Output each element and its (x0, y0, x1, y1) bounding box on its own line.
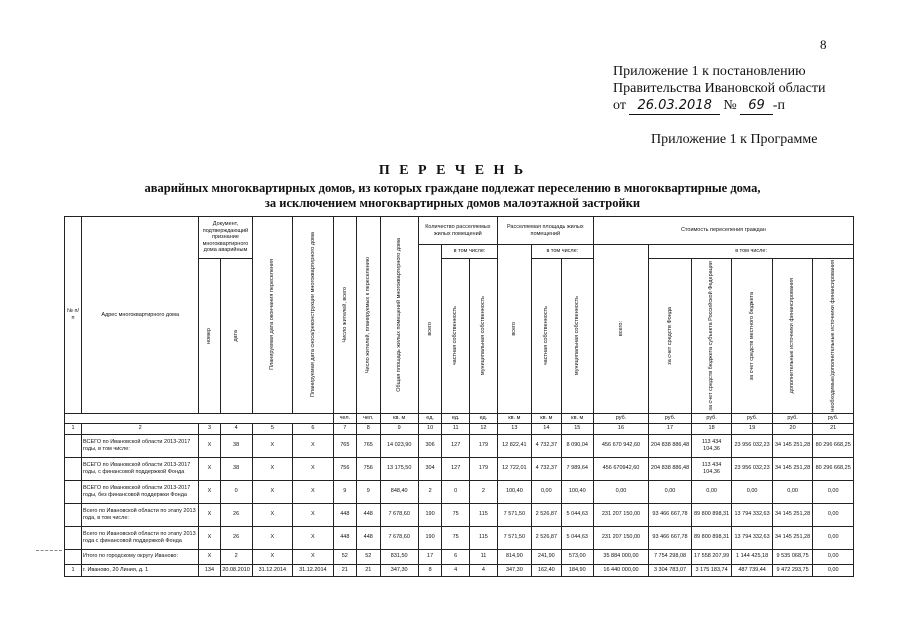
table-cell: 38 (220, 457, 252, 480)
table-cell: 162,40 (531, 564, 561, 576)
program-note: Приложение 1 к Программе (651, 132, 818, 147)
appendix-line1: Приложение 1 к постановлению (613, 64, 806, 79)
table-cell: 190 (418, 503, 441, 526)
table-cell: 52 (333, 549, 356, 564)
table-cell: 2 526,87 (531, 526, 561, 549)
table-cell: 0,00 (593, 480, 648, 503)
table-cell: 93 466 667,78 (649, 526, 692, 549)
appendix-suffix: -п (772, 98, 785, 113)
table-cell: X (293, 526, 334, 549)
appendix-ot: от (613, 98, 626, 113)
column-number: 8 (357, 423, 380, 434)
table-cell: 765 (333, 434, 356, 457)
header-area-private-text: частная собственность (543, 306, 550, 366)
table-cell (65, 503, 82, 526)
table-cell: 7 754 298,08 (649, 549, 692, 564)
table-cell: 3 175 183,74 (691, 564, 732, 576)
header-residents-planned (357, 217, 380, 414)
table-cell: 7 571,50 (497, 526, 531, 549)
table-row (65, 457, 854, 480)
column-number: 10 (418, 423, 441, 434)
table-cell: 304 (418, 457, 441, 480)
table-cell: 115 (470, 526, 498, 549)
table-cell: X (293, 503, 334, 526)
column-number: 7 (333, 423, 356, 434)
header-residents-planned-text: Число жителей, планируемых к переселению (365, 256, 372, 373)
header-cost-needed (813, 259, 854, 414)
table-cell (65, 480, 82, 503)
table-cell: 80 296 668,25 (813, 434, 854, 457)
table-cell: 115 (470, 503, 498, 526)
table-cell: 8 090,04 (561, 434, 593, 457)
appendix-date: 26.03.2018 (629, 97, 719, 115)
table-cell: 848,40 (380, 480, 418, 503)
table-cell: 93 466 667,78 (649, 503, 692, 526)
table-cell: 2 (220, 549, 252, 564)
unit-cell: руб. (649, 413, 692, 423)
table-cell: 13 175,50 (380, 457, 418, 480)
header-cost-needed-text: необходимые/дополнительные источники финансирования (829, 260, 836, 412)
header-count-incl: в том числе: (442, 245, 497, 259)
unit-cell: кв. м (497, 413, 531, 423)
table-cell: 756 (357, 457, 380, 480)
table-body (65, 423, 854, 576)
table-cell: 756 (333, 457, 356, 480)
table-cell: 1 (65, 564, 82, 576)
table-cell: 179 (470, 457, 498, 480)
header-area-rooms: Расселяемая площадь жилых помещений (497, 217, 593, 245)
header-cost-extra-text: дополнительные источники финансирования (789, 278, 796, 394)
table-cell: 2 (470, 480, 498, 503)
header-count-total-text: всего (426, 322, 433, 336)
table-cell: 2 (418, 480, 441, 503)
table-row (65, 526, 854, 549)
table-cell: 0,00 (649, 480, 692, 503)
appendix-date-line (613, 97, 825, 115)
table-cell (65, 549, 82, 564)
table-cell: 35 884 000,00 (593, 549, 648, 564)
table-cell: 38 (220, 434, 252, 457)
table-cell: 448 (333, 503, 356, 526)
table-row (65, 503, 854, 526)
unit-cell: руб. (813, 413, 854, 423)
table-cell: 11 (470, 549, 498, 564)
unit-cell: руб. (593, 413, 648, 423)
header-doc-date-text: дата (232, 330, 239, 342)
table-cell (65, 434, 82, 457)
column-number: 3 (199, 423, 220, 434)
unit-cell: кв. м (380, 413, 418, 423)
table-cell: 0,00 (732, 480, 773, 503)
table-cell: 0,00 (813, 564, 854, 576)
header-count-rooms: Количество расселяемых жилых помещений (418, 217, 497, 245)
table-cell: 75 (442, 526, 470, 549)
table-cell: 23 956 032,23 (732, 434, 773, 457)
table-cell: 26 (220, 526, 252, 549)
table-cell: 487 739,44 (732, 564, 773, 576)
header-count-private-text: частная собственность (452, 306, 459, 366)
column-number: 13 (497, 423, 531, 434)
table-cell: 347,30 (497, 564, 531, 576)
table-cell: 14 023,90 (380, 434, 418, 457)
table-cell: 448 (333, 526, 356, 549)
table-cell: 179 (470, 434, 498, 457)
table-cell: 814,90 (497, 549, 531, 564)
column-number: 1 (65, 423, 82, 434)
header-cost-fund (649, 259, 692, 414)
table-cell: 75 (442, 503, 470, 526)
table-cell: X (199, 457, 220, 480)
table-cell: 7 678,60 (380, 503, 418, 526)
table-row (65, 549, 854, 564)
column-number: 16 (593, 423, 648, 434)
table-cell: 100,40 (561, 480, 593, 503)
table-cell: 21 (357, 564, 380, 576)
table-cell: 31.12.2014 (252, 564, 293, 576)
table-cell: 12 822,41 (497, 434, 531, 457)
header-area-municipal (561, 259, 593, 414)
table-cell: 190 (418, 526, 441, 549)
unit-cell: ед. (470, 413, 498, 423)
table-cell: 89 800 898,31 (691, 503, 732, 526)
unit-cell: руб. (732, 413, 773, 423)
header-plan-date (252, 217, 293, 414)
header-plan-demolish-text: Планируемая дата сноса/реконструкции многоквартирного дома (309, 232, 316, 398)
column-number: 20 (772, 423, 813, 434)
table-cell: 0,00 (531, 480, 561, 503)
appendix-number: 69 (740, 97, 773, 115)
column-number: 2 (82, 423, 199, 434)
unit-cell: руб. (772, 413, 813, 423)
table-cell: X (252, 549, 293, 564)
header-cost-local-text: за счет средств местного бюджета (748, 291, 755, 381)
table-cell: 113 434 104,36 (691, 457, 732, 480)
column-number: 17 (649, 423, 692, 434)
table-cell: 231 207 150,00 (593, 503, 648, 526)
header-doc-date (220, 259, 252, 414)
table-cell: 0 (442, 480, 470, 503)
table-cell: 3 304 783,07 (649, 564, 692, 576)
table-cell: 89 800 898,31 (691, 526, 732, 549)
table-cell: 34 145 251,28 (772, 526, 813, 549)
margin-mark (36, 550, 62, 551)
table-cell: 347,30 (380, 564, 418, 576)
header-cost-total-text: всего: (617, 321, 624, 337)
table-cell: 127 (442, 434, 470, 457)
table-cell: X (199, 526, 220, 549)
table-cell: 7 571,50 (497, 503, 531, 526)
table-cell: 456 670 942,60 (593, 434, 648, 457)
header-count-municipal (470, 259, 498, 414)
table-cell: 16 440 000,00 (593, 564, 648, 576)
document-title: П Е Р Е Ч Е Н Ь (378, 163, 527, 178)
header-area-municipal-text: муниципальная собственность (574, 296, 580, 376)
table-cell: Итого по городскому округу Иваново: (82, 549, 199, 564)
table-cell: 9 535 068,75 (772, 549, 813, 564)
table-cell: 2 526,87 (531, 503, 561, 526)
table-cell: X (252, 480, 293, 503)
table-cell: 9 (357, 480, 380, 503)
table-cell: 0,00 (813, 480, 854, 503)
column-number: 11 (442, 423, 470, 434)
page-number: 8 (820, 37, 827, 52)
header-count-private (442, 259, 470, 414)
table-cell: X (252, 526, 293, 549)
table-cell: 9 (333, 480, 356, 503)
table-cell: 127 (442, 457, 470, 480)
column-number: 4 (220, 423, 252, 434)
table-cell (65, 457, 82, 480)
table-cell: 204 838 886,48 (649, 457, 692, 480)
column-number: 19 (732, 423, 773, 434)
header-doc: Документ, подтверждающий признание многоквартирного дома аварийным (199, 217, 252, 259)
header-count-municipal-text: муниципальная собственность (480, 296, 487, 376)
column-number: 18 (691, 423, 732, 434)
table-cell: X (199, 434, 220, 457)
unit-cell: чел. (333, 413, 356, 423)
table-cell: 23 956 032,23 (732, 457, 773, 480)
header-area-incl: в том числе: (531, 245, 593, 259)
header-cost-region (691, 259, 732, 414)
table-cell: 204 838 886,48 (649, 434, 692, 457)
table-cell: X (293, 434, 334, 457)
appendix-no: № (723, 98, 737, 113)
unit-cell: кв. м (561, 413, 593, 423)
table-cell: 0,00 (813, 526, 854, 549)
table-cell: 0,00 (813, 549, 854, 564)
table-cell: 573,00 (561, 549, 593, 564)
table-cell: 306 (418, 434, 441, 457)
column-number-row (65, 423, 854, 434)
table-cell: 4 (470, 564, 498, 576)
header-cost-total (593, 245, 648, 414)
column-number: 21 (813, 423, 854, 434)
header-area-total (497, 245, 531, 414)
header-no: № п/п (65, 217, 82, 414)
table-cell: 113 434 104,36 (691, 434, 732, 457)
header-cost-region-text: за счет средств бюджета субъекта Российской Федерации (708, 261, 715, 411)
table-cell: ВСЕГО по Ивановской области 2013-2017 годы, с финансовой поддержкой Фонда (82, 457, 199, 480)
table-cell: 5 044,63 (561, 526, 593, 549)
table-cell: X (252, 503, 293, 526)
table-cell: 184,90 (561, 564, 593, 576)
table-cell: X (252, 457, 293, 480)
table-cell: 20.08.2010 (220, 564, 252, 576)
table-cell: 34 145 251,28 (772, 503, 813, 526)
table-cell: X (199, 480, 220, 503)
table-cell: 7 989,64 (561, 457, 593, 480)
unit-cell: ед. (418, 413, 441, 423)
header-cost-extra (772, 259, 813, 414)
unit-cell: чел. (357, 413, 380, 423)
header-plan-date-text: Планируемая дата окончания переселения (269, 259, 276, 371)
table-cell: 241,90 (531, 549, 561, 564)
table-cell: 34 145 251,28 (772, 457, 813, 480)
unit-cell: ед. (442, 413, 470, 423)
table-cell: 231 207 150,00 (593, 526, 648, 549)
table-cell (65, 526, 82, 549)
table-cell: 4 732,37 (531, 457, 561, 480)
header-total-area-text: Общая площадь жилых помещений многоквартирного дома (395, 237, 402, 392)
table-cell: г. Иваново, 20 Линия, д. 1 (82, 564, 199, 576)
table-cell: 831,50 (380, 549, 418, 564)
table-cell: 31.12.2014 (293, 564, 334, 576)
header-plan-demolish (293, 217, 334, 414)
table-cell: 4 732,37 (531, 434, 561, 457)
column-number: 15 (561, 423, 593, 434)
table-cell: 26 (220, 503, 252, 526)
table-cell: 0,00 (772, 480, 813, 503)
table-row (65, 564, 854, 576)
table-cell: 21 (333, 564, 356, 576)
appendix-block (613, 63, 825, 115)
table-cell: 17 (418, 549, 441, 564)
table-cell: X (293, 480, 334, 503)
document-subtitle-2: за исключением многоквартирных домов малоэтажной застройки (264, 196, 641, 210)
header-doc-num (199, 259, 220, 414)
table-cell: 4 (442, 564, 470, 576)
table-cell: 5 044,63 (561, 503, 593, 526)
header-cost-incl: в том числе: (649, 245, 854, 259)
unit-cell: кв. м (531, 413, 561, 423)
table-cell: 9 472 293,75 (772, 564, 813, 576)
table-cell: 80 296 668,25 (813, 457, 854, 480)
table-cell: 17 558 207,99 (691, 549, 732, 564)
table-cell: 448 (357, 526, 380, 549)
table-cell: Всего по Ивановской области по этапу 2013 года с финансовой поддержкой Фонда (82, 526, 199, 549)
table-cell: 8 (418, 564, 441, 576)
header-count-total (418, 245, 441, 414)
column-number: 9 (380, 423, 418, 434)
table-cell: X (199, 503, 220, 526)
table-cell: X (199, 549, 220, 564)
table-cell: 13 794 332,63 (732, 503, 773, 526)
table-cell: ВСЕГО по Ивановской области 2013-2017 годы, в том числе: (82, 434, 199, 457)
column-number: 14 (531, 423, 561, 434)
header-residents (333, 217, 356, 414)
header-area-private (531, 259, 561, 414)
table-cell: 0,00 (691, 480, 732, 503)
table-cell: X (293, 457, 334, 480)
table-cell: 1 144 425,18 (732, 549, 773, 564)
header-doc-num-text: номер (206, 327, 213, 344)
column-number: 6 (293, 423, 334, 434)
units-blank (65, 413, 334, 423)
table-row (65, 434, 854, 457)
table-cell: 0 (220, 480, 252, 503)
housing-list-table (64, 216, 854, 577)
header-total-area (380, 217, 418, 414)
document-subtitle-1: аварийных многоквартирных домов, из которых граждане подлежат переселению в многоквартирные дома, (144, 181, 761, 195)
column-number: 5 (252, 423, 293, 434)
table-cell: 12 722,01 (497, 457, 531, 480)
table-cell: 765 (357, 434, 380, 457)
table-cell: 0,00 (813, 503, 854, 526)
unit-cell: руб. (691, 413, 732, 423)
header-address: Адрес многоквартирного дома (82, 217, 199, 414)
table-row (65, 480, 854, 503)
header-residents-text: Число жителей, всего (341, 287, 348, 343)
table-cell: ВСЕГО по Ивановской области 2013-2017 годы, без финансовой поддержки Фонда (82, 480, 199, 503)
table-cell: 448 (357, 503, 380, 526)
header-area-total-text: всего (511, 322, 518, 336)
table-cell: 7 678,60 (380, 526, 418, 549)
table-cell: 6 (442, 549, 470, 564)
table-cell: X (252, 434, 293, 457)
table-cell: Всего по Ивановской области по этапу 2013 года, в том числе: (82, 503, 199, 526)
appendix-line2: Правительства Ивановской области (613, 81, 826, 96)
table-cell: 134 (199, 564, 220, 576)
table-cell: 456 670942,60 (593, 457, 648, 480)
table-cell: 13 794 332,63 (732, 526, 773, 549)
table-cell: 34 145 251,28 (772, 434, 813, 457)
header-cost-local (732, 259, 773, 414)
table-cell: 52 (357, 549, 380, 564)
header-cost: Стоимость переселения граждан (593, 217, 853, 245)
column-number: 12 (470, 423, 498, 434)
table-cell: X (293, 549, 334, 564)
header-cost-fund-text: за счет средств Фонда (666, 306, 673, 365)
table-cell: 100,40 (497, 480, 531, 503)
